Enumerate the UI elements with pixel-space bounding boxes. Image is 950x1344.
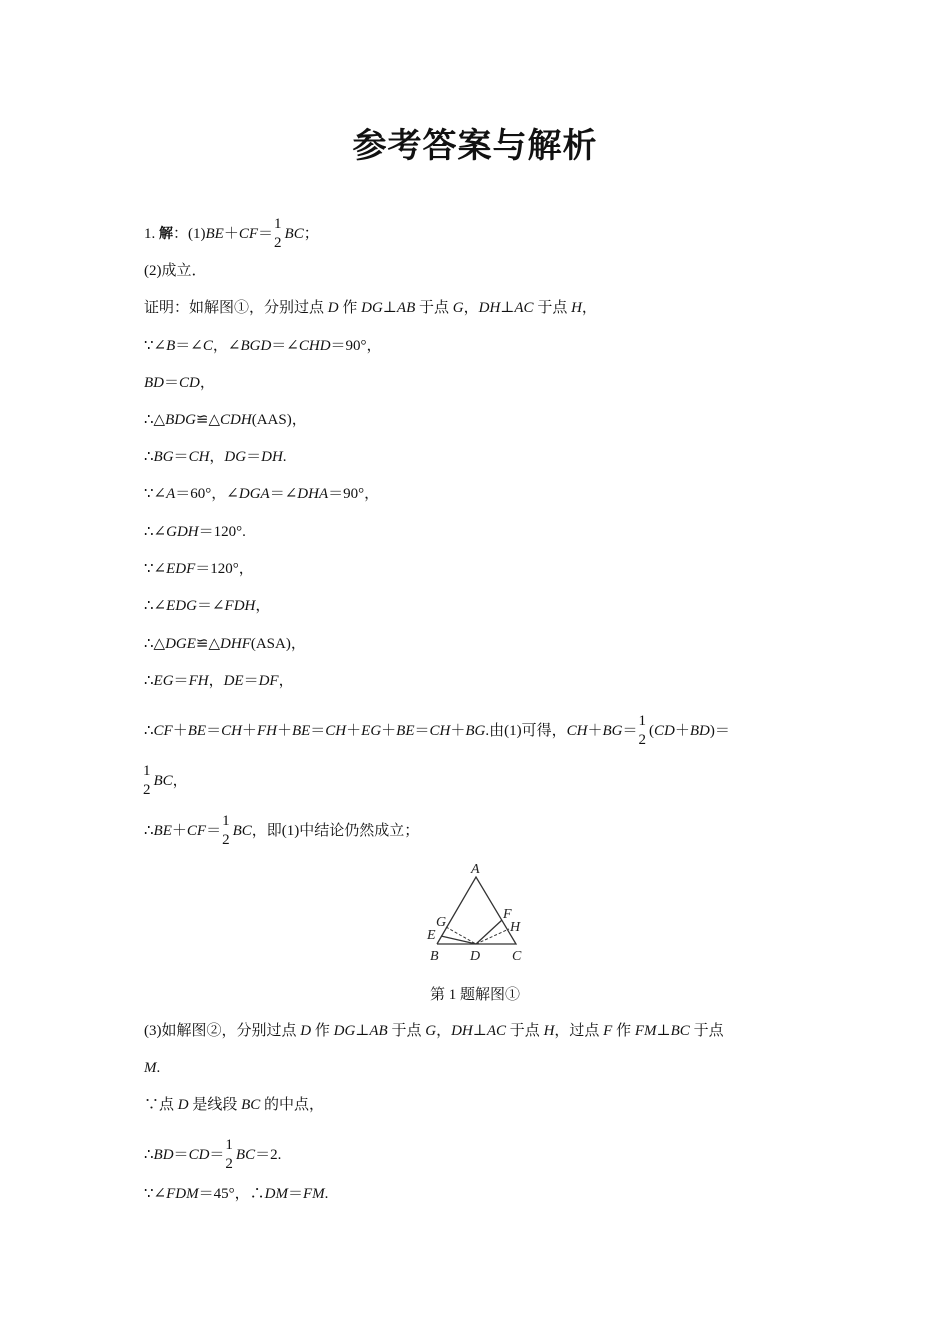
segment-dh-dashed <box>476 929 509 944</box>
proof-step: ∵∠B＝∠C，∠BGD＝∠CHD＝90°， <box>144 338 382 354</box>
text: ：(1) <box>173 225 206 242</box>
label-g: G <box>436 915 447 930</box>
label-c: C <box>512 949 522 964</box>
fraction-one-half: 1 2 <box>222 813 230 848</box>
label-b: B <box>430 949 439 964</box>
fraction-one-half: 1 2 <box>225 1137 233 1172</box>
var: BE <box>205 225 224 242</box>
proof-intro: 证明：如解图①，分别过点 D 作 DG⊥AB 于点 G，DH⊥AC 于点 H， <box>144 300 597 316</box>
fraction-one-half: 1 2 <box>143 763 151 798</box>
answer-part-2: (2)成立． <box>144 263 207 279</box>
text: ＋ <box>223 225 239 242</box>
label-f: F <box>503 907 512 922</box>
var: CF <box>238 225 259 242</box>
problem-number: 1. <box>144 225 159 242</box>
solution-label: 解 <box>159 225 173 242</box>
answer-part-1 <box>144 216 319 253</box>
proof-step: ∴∠GDH＝120°. <box>144 524 246 540</box>
var: BC <box>284 225 304 242</box>
proof-step: ∴△DGE≌△DHF(ASA)， <box>144 636 306 652</box>
page-title: 参考答案与解析 <box>352 126 598 166</box>
proof-step: ∴EG＝FH，DE＝DF， <box>144 673 294 689</box>
proof-step: ∴BG＝CH，DG＝DH. <box>144 449 287 465</box>
label-e: E <box>427 928 436 943</box>
segment-df <box>476 920 502 944</box>
proof-step-continued: 1 2 BC， <box>143 763 188 798</box>
segment-dg-dashed <box>446 927 476 944</box>
proof-step: ∵∠A＝60°，∠DGA＝∠DHA＝90°， <box>144 486 380 502</box>
proof-step-long: ∴CF＋BE＝CH＋FH＋BE＝CH＋EG＋BE＝CH＋BG.由(1)可得，CH＋BG＝ 1 2 (CD＋BD)＝ <box>144 713 730 748</box>
label-a: A <box>471 862 480 877</box>
proof-step: ∵∠EDF＝120°， <box>144 561 254 577</box>
proof-conclusion: ∴BE＋CF＝ 1 2 BC，即(1)中结论仍然成立； <box>144 813 420 848</box>
text: ； <box>303 225 319 242</box>
label-h: H <box>510 920 521 935</box>
figure-caption: 第 1 题解图① <box>429 987 520 1003</box>
label-d: D <box>470 949 481 964</box>
segment-de <box>441 936 476 944</box>
proof-step: BD＝CD， <box>144 375 215 391</box>
proof-step: ∵点 D 是线段 BC 的中点， <box>144 1097 325 1113</box>
geometry-figure <box>420 855 530 970</box>
fraction-one-half: 1 2 <box>274 216 282 251</box>
proof-step: ∴∠EDG＝∠FDH， <box>144 598 271 614</box>
proof-step: ∴BD＝CD＝ 1 2 BC＝2. <box>144 1137 282 1172</box>
proof-step: ∵∠FDM＝45°，∴DM＝FM. <box>144 1186 329 1202</box>
proof-step: ∴△BDG≌△CDH(AAS)， <box>144 412 307 428</box>
fraction-one-half: 1 2 <box>638 713 646 748</box>
text: ＝ <box>258 225 274 242</box>
proof-step: M. <box>144 1060 161 1076</box>
answer-part-3: (3)如解图②，分别过点 D 作 DG⊥AB 于点 G，DH⊥AC 于点 H，过点 F 作 FM⊥BC 于点 <box>144 1023 724 1039</box>
